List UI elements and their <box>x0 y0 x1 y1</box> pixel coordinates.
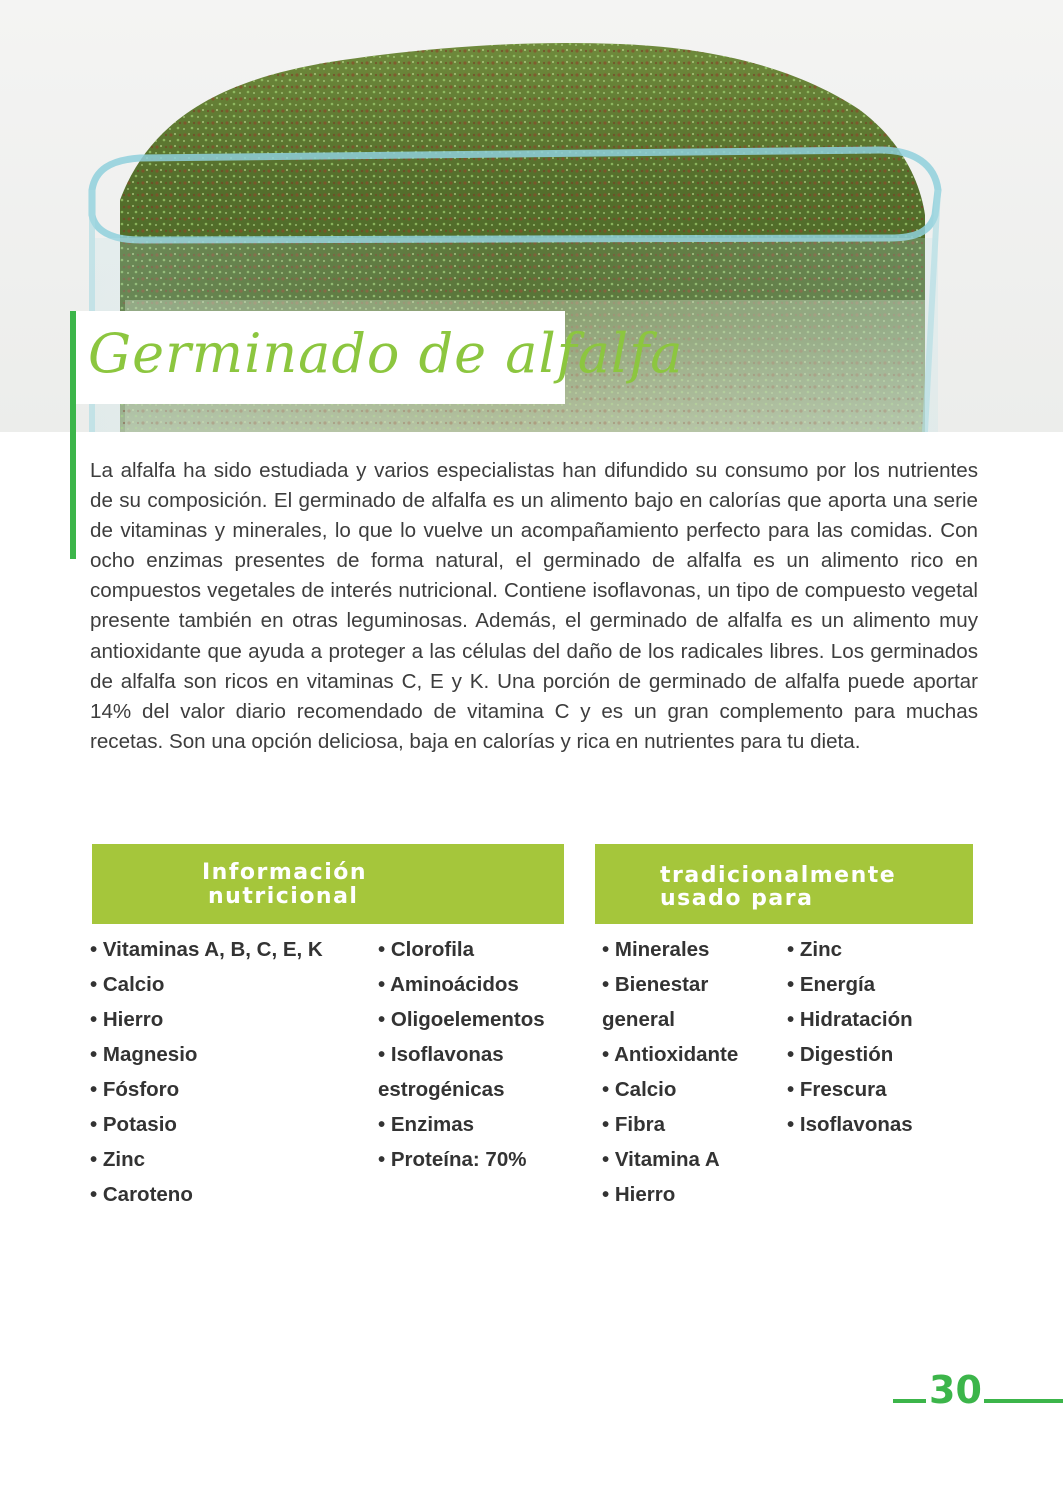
list-item: • Vitaminas A, B, C, E, K <box>90 938 323 961</box>
list-item: • Antioxidante <box>602 1043 739 1066</box>
list-item: • Bienestar general <box>602 973 709 1031</box>
list-item: • Clorofila <box>378 938 475 961</box>
intro-paragraph: La alfalfa ha sido estudiada y varios especialistas han difundido su consumo por los nutrientes de su composición. El germinado de alfalfa es un alimento bajo en calorías que aporta una serie de vitaminas y minerales, lo que lo vuelve un acompañamiento perfecto para las comidas. Con ocho enzimas presentes de forma natural, el germinado de alfalfa es un alimento rico en compuestos vegetales de interés nutricional. Contiene isoflavonas, un tipo de compuesto vegetal presente también en otras leguminosas. Además, el germinado de alfalfa es un alimento muy antioxidante que ayuda a proteger a las células del daño de los radicales libres. Los germinados de alfalfa son ricos en vitaminas C, E y K. Una porción de germinado de alfalfa puede aportar 14% del valor diario recomendado de vitamina C y es un gran complemento para muchas recetas. Son una opción deliciosa, baja en calorías y rica en nutrientes para tu dieta. <box>90 459 978 753</box>
nutrition-list-col1 <box>90 932 323 1212</box>
list-item: • Zinc <box>90 1148 146 1171</box>
list-item: • Caroteno <box>90 1183 193 1206</box>
page-number: 30 <box>929 1368 982 1412</box>
list-item: • Hierro <box>90 1008 164 1031</box>
uses-heading-line2: usado para <box>660 886 814 911</box>
uses-header <box>595 844 973 924</box>
list-item: • Hidratación <box>787 1008 913 1031</box>
list-item: • Fibra <box>602 1113 665 1136</box>
list-item: • Isoflavonas <box>787 1113 913 1136</box>
list-item: • Isoflavonas estrogénicas <box>378 1043 505 1101</box>
list-item: • Magnesio <box>90 1043 198 1066</box>
list-item: • Energía <box>787 973 876 996</box>
page-title: Germinado de alfalfa <box>88 322 684 385</box>
nutrition-header <box>92 844 564 924</box>
list-item: • Minerales <box>602 938 710 961</box>
list-item: • Fósforo <box>90 1078 180 1101</box>
list-item: • Oligoelementos <box>378 1008 545 1031</box>
page-number-rule-left <box>893 1399 926 1403</box>
list-item: • Hierro <box>602 1183 676 1206</box>
list-item: • Aminoácidos <box>378 973 519 996</box>
list-item: • Zinc <box>787 938 843 961</box>
list-item: • Proteína: 70% <box>378 1148 527 1171</box>
list-item: • Frescura <box>787 1078 887 1101</box>
page-number-rule-right <box>984 1399 1063 1403</box>
list-item: • Digestión <box>787 1043 894 1066</box>
uses-heading-line1: tradicionalmente <box>660 863 897 888</box>
uses-list-col1 <box>602 932 752 1212</box>
list-item: • Calcio <box>602 1078 677 1101</box>
list-item: • Calcio <box>90 973 165 996</box>
nutrition-heading-line1: Información <box>202 860 368 885</box>
nutrition-heading-line2: nutricional <box>208 884 359 909</box>
nutrition-list-col2 <box>378 932 563 1177</box>
list-item: • Potasio <box>90 1113 177 1136</box>
list-item: • Vitamina A <box>602 1148 720 1171</box>
uses-list-col2 <box>787 932 913 1142</box>
list-item: • Enzimas <box>378 1113 475 1136</box>
